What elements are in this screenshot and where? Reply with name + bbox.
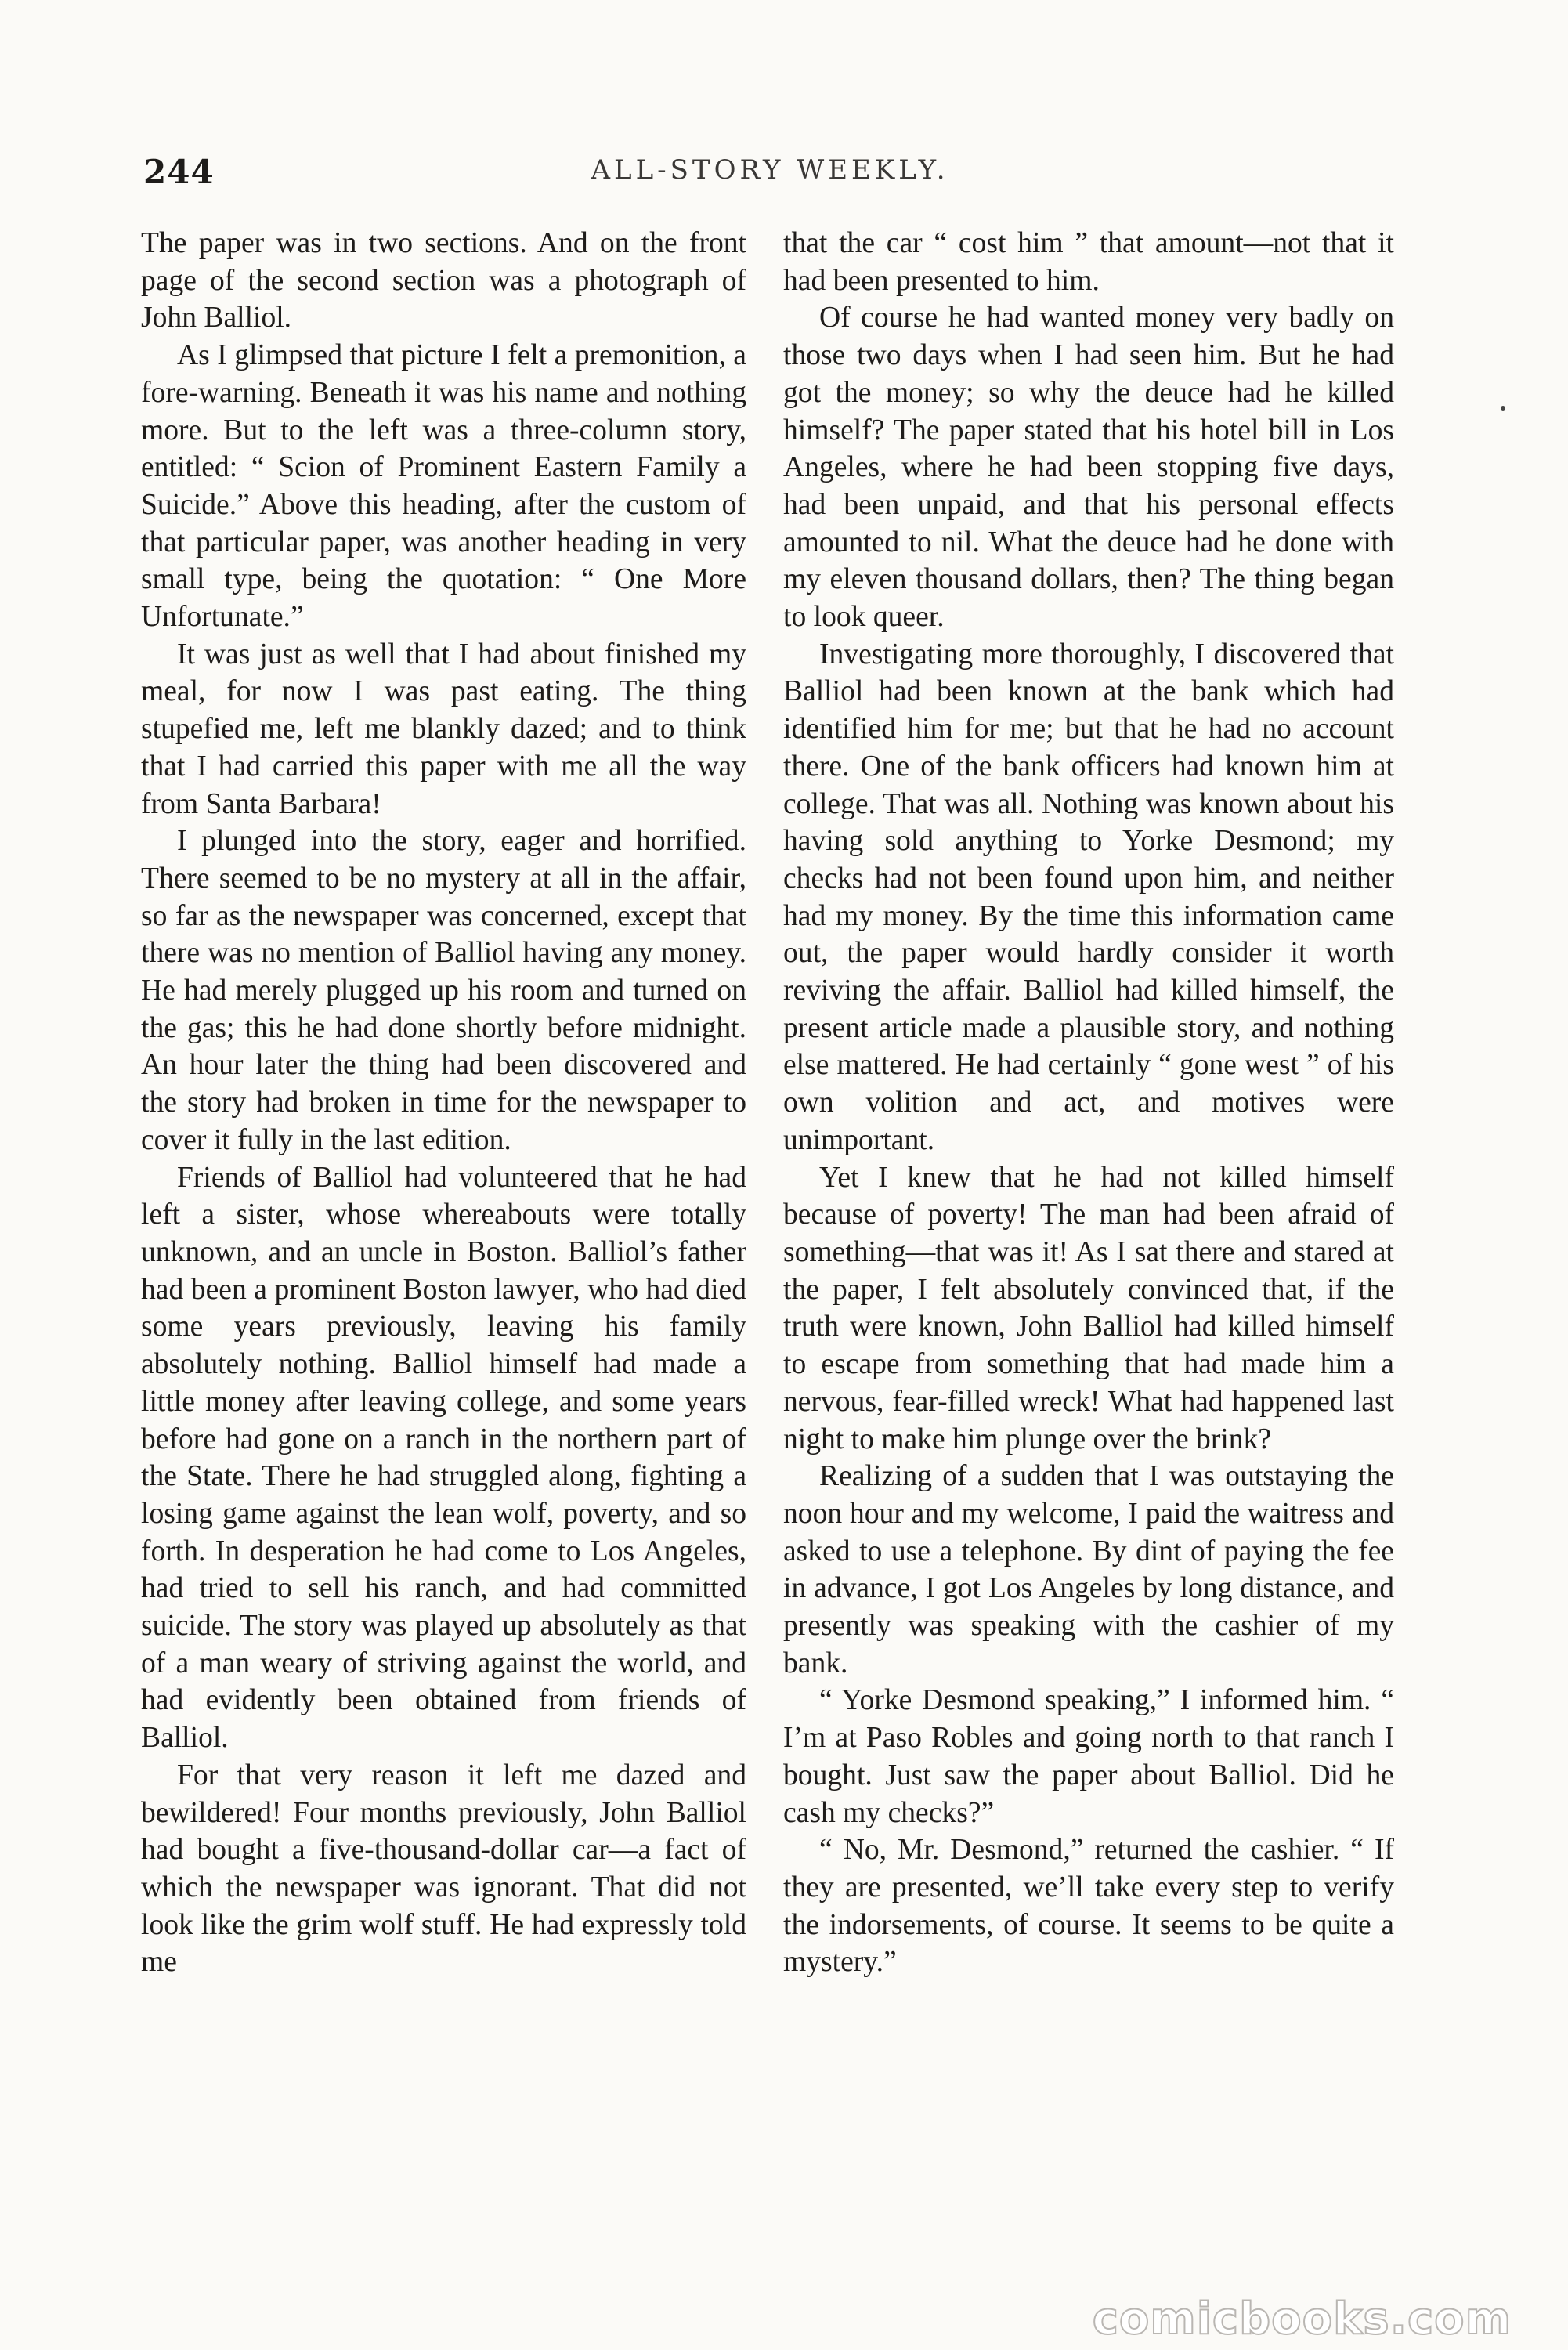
paragraph: The paper was in two sections. And on the front page of the second section was a photograph of John Balliol. [141, 227, 746, 334]
site-watermark: comicbooks.com [1092, 2294, 1512, 2345]
print-speck [1501, 406, 1505, 411]
paragraph: Friends of Balliol had volunteered that he had left a sister, whose whereabouts were totally unknown, and an uncle in Boston. Balliol’s father had been a prominent Boston lawyer, who had died some years previously, leaving his family absolutely nothing. Balliol himself had made a little money after leaving college, and some years before had gone on a ranch in the northern part of the State. There he had struggled along, fighting a losing game against the lean wolf, poverty, and so forth. In desperation he had come to Los Angeles, had tried to sell his ranch, and had committed suicide. The story was played up absolutely as that of a man weary of striving against the world, and had evidently been obtained from friends of Balliol. [141, 1161, 746, 1755]
running-head: ALL-STORY WEEKLY. [591, 154, 949, 186]
paragraph: As I glimpsed that picture I felt a premonition, a fore-warning. Beneath it was his name and nothing more. But to the left was a three-column story, entitled: “ Scion of Prominent Eastern Family a Suicide.” Above this heading, after the custom of that particular paper, was another heading in very small type, being the quotation: “ One More Unfortunate.” [141, 339, 746, 634]
paragraph: “ No, Mr. Desmond,” returned the cashier. “ If they are presented, we’ll take every step to verify the indorsements, of course. It seems to be quite a mystery.” [783, 1834, 1394, 1979]
right-text-column [783, 225, 1394, 2214]
page-number: 244 [143, 153, 215, 191]
paragraph: I plunged into the story, eager and horrified. There seemed to be no mystery at all in the affair, so far as the newspaper was concerned, except that there was no mention of Balliol having any money. He had merely plugged up his room and turned on the gas; this he had done shortly before midnight. An hour later the thing had been discovered and the story had broken in time for the newspaper to cover it fully in the last edition. [141, 825, 746, 1156]
paragraph: Investigating more thoroughly, I discovered that Balliol had been known at the bank which had identified him for me; but that he had no account there. One of the bank officers had known him at college. That was all. Nothing was known about his having sold anything to Yorke Desmond; my checks had not been found upon him, and neither had my money. By the time this information came out, the paper would hardly consider it worth reviving the affair. Balliol had killed himself, the present article made a plausible story, and nothing else mattered. He had certainly “ gone west ” of his own volition and act, and motives were unimportant. [783, 638, 1394, 1156]
paragraph: “ Yorke Desmond speaking,” I informed him. “ I’m at Paso Robles and going north to that ranch I bought. Just saw the paper about Balliol. Did he cash my checks?” [783, 1684, 1394, 1829]
paragraph: It was just as well that I had about finished my meal, for now I was past eating. The thing stupefied me, left me blankly dazed; and to think that I had carried this paper with me all the way from Santa Barbara! [141, 638, 746, 820]
paragraph: Realizing of a sudden that I was outstaying the noon hour and my welcome, I paid the waitress and asked to use a telephone. By dint of paying the fee in advance, I got Los Angeles by long distance, and presently was speaking with the cashier of my bank. [783, 1460, 1394, 1679]
paragraph: Of course he had wanted money very badly on those two days when I had seen him. But he had got the money; so why the deuce had he killed himself? The paper stated that his hotel bill in Los Angeles, where he had been stopping five days, had been unpaid, and that his personal effects amounted to nil. What the deuce had he done with my eleven thousand dollars, then? The thing began to look queer. [783, 302, 1394, 634]
paragraph: For that very reason it left me dazed and bewildered! Four months previously, John Balliol had bought a five-thousand-dollar car—a fact of which the newspaper was ignorant. That did not look like the grim wolf stuff. He had expressly told me [141, 1759, 746, 1979]
paragraph: Yet I knew that he had not killed himself because of poverty! The man had been afraid of something—that was it! As I sat there and stared at the paper, I felt absolutely convinced that, if the truth were known, John Balliol had killed himself to escape from something that had made him a nervous, fear-filled wreck! What had happened last night to make him plunge over the brink? [783, 1161, 1394, 1455]
paragraph: that the car “ cost him ” that amount—not that it had been presented to him. [783, 227, 1394, 297]
left-text-column [141, 225, 746, 2214]
page-header [143, 153, 1396, 200]
